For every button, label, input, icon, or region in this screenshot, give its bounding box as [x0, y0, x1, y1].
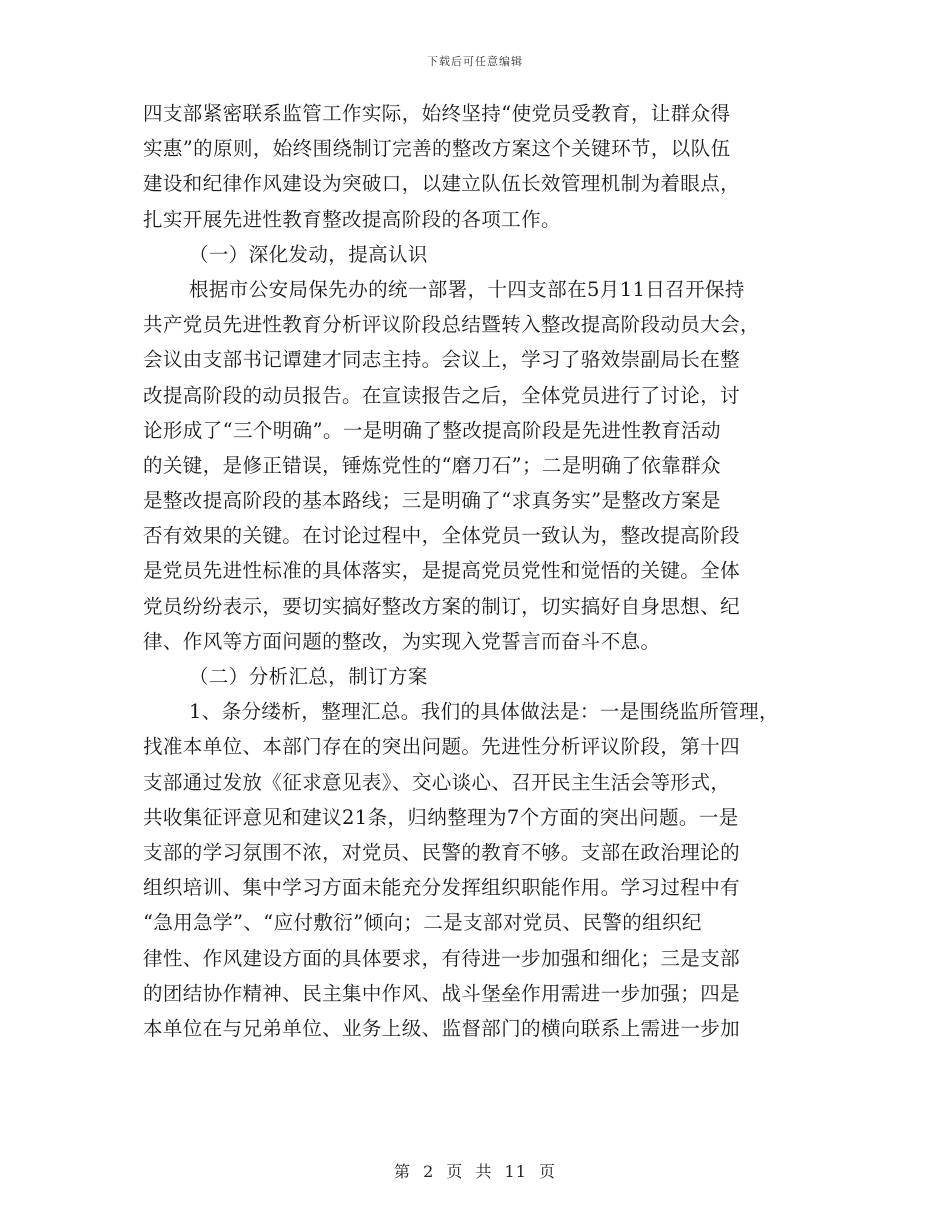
text-line: 本单位在与兄弟单位、业务上级、监督部门的横向联系上需进一步加 [143, 1016, 741, 1040]
page-number-footer: 第 2 页 共 11 页 [394, 1162, 556, 1181]
text-line: 共产党员先进性教育分析评议阶段总结暨转入整改提高阶段动员大会， [143, 313, 760, 337]
text-line: 律性、作风建设方面的具体要求，有待进一步加强和细化；三是支部 [143, 946, 741, 970]
text-line: 支部的学习氛围不浓，对党员、民警的教育不够。支部在政治理论的 [143, 840, 741, 864]
text-line: 扎实开展先进性教育整改提高阶段的各项工作。 [143, 207, 561, 231]
text-line: 组织培训、集中学习方面未能充分发挥组织职能作用。学习过程中有 [143, 876, 741, 900]
text-line: 建设和纪律作风建设为突破口，以建立队伍长效管理机制为着眼点， [143, 172, 741, 196]
document-body [143, 96, 833, 1046]
text-line: 党员纷纷表示，要切实搞好整改方案的制订，切实搞好自身思想、纪 [143, 594, 741, 618]
page-header-note: 下载后可任意编辑 [427, 55, 523, 68]
section-heading-2: （二）分析汇总，制订方案 [189, 665, 428, 688]
text-line: 否有效果的关键。在讨论过程中，全体党员一致认为，整改提高阶段 [143, 524, 741, 548]
text-line: 找准本单位、本部门存在的突出问题。先进性分析评议阶段，第十四 [143, 735, 741, 759]
text-line: 改提高阶段的动员报告。在宣读报告之后，全体党员进行了讨论，讨 [143, 383, 741, 407]
section-heading-1: （一）深化发动，提高认识 [189, 242, 428, 266]
text-line: “急用急学”、“应付敷衍”倾向；二是支部对党员、民警的组织纪 [143, 911, 702, 935]
text-line: 是整改提高阶段的基本路线；三是明确了“求真务实”是整改方案是 [143, 489, 721, 513]
text-line: 会议由支部书记谭建才同志主持。会议上，学习了骆效崇副局长在整 [143, 348, 741, 372]
paragraph-start: 根据市公安局保先办的统一部署，十四支部在5月11日召开保持 [189, 277, 745, 301]
text-line: 支部通过发放《征求意见表》、交心谈心、召开民主生活会等形式， [143, 770, 731, 794]
text-line: 的关键，是修正错误，锤炼党性的“磨刀石”；二是明确了依靠群众 [143, 453, 721, 477]
text-line: 的团结协作精神、民主集中作风、战斗堡垒作用需进一步加强；四是 [143, 981, 741, 1005]
paragraph-start: 1、条分缕析，整理汇总。我们的具体做法是：一是围绕监所管理， [189, 700, 779, 724]
text-line: 是党员先进性标准的具体落实，是提高党员党性和觉悟的关键。全体 [143, 559, 741, 583]
text-line: 共收集征评意见和建议21条，归纳整理为7个方面的突出问题。一是 [143, 805, 739, 829]
text-line: 律、作风等方面问题的整改，为实现入党誓言而奋斗不息。 [143, 629, 661, 653]
text-line: 四支部紧密联系监管工作实际，始终坚持“使党员受教育，让群众得 [143, 102, 731, 125]
text-line: 实惠”的原则，始终围绕制订完善的整改方案这个关键环节，以队伍 [143, 137, 731, 161]
text-line: 论形成了“三个明确”。一是明确了整改提高阶段是先进性教育活动 [143, 418, 721, 442]
